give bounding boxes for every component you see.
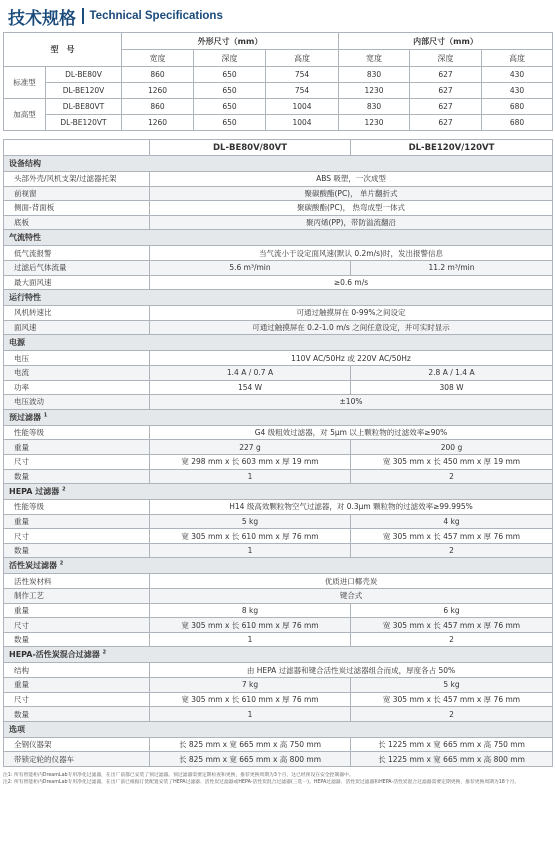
footnote-marker: 2 bbox=[102, 649, 107, 656]
spec-value-80: 宽 305 mm x 长 610 mm x 厚 76 mm bbox=[150, 692, 351, 707]
spec-label: 电压 bbox=[4, 351, 150, 366]
table-cell: 650 bbox=[194, 67, 266, 83]
spec-value: 优质进口椰壳炭 bbox=[150, 574, 553, 589]
spec-label: 性能等级 bbox=[4, 425, 150, 440]
table-cell: 627 bbox=[410, 67, 482, 83]
spec-value-80: 宽 305 mm x 长 610 mm x 厚 76 mm bbox=[150, 618, 351, 633]
spec-label: 最大面风速 bbox=[4, 275, 150, 290]
table-cell: 860 bbox=[122, 99, 194, 115]
spec-label: 尺寸 bbox=[4, 529, 150, 544]
spec-value-80: 宽 305 mm x 长 610 mm x 厚 76 mm bbox=[150, 529, 351, 544]
section-prefilter bbox=[4, 409, 553, 425]
table-cell: 627 bbox=[410, 99, 482, 115]
table-cell: 1230 bbox=[339, 83, 410, 99]
spec-value-80: 5 kg bbox=[150, 514, 351, 529]
spec-label: 带锁定轮的仪器车 bbox=[4, 752, 150, 767]
spec-value-80: 227 g bbox=[150, 440, 351, 455]
spec-label: 底板 bbox=[4, 215, 150, 230]
table-row bbox=[4, 83, 553, 99]
spec-label: 尺寸 bbox=[4, 692, 150, 707]
footnote-1: 注1: 所有智能柜内DreamLab专用净化过滤器，在出厂前都已安装了预过滤器。预过滤器需要定期检查和更换，推荐更换周期为3个月，这已经预设在安全控制器中。 bbox=[3, 773, 354, 778]
table-cell: 650 bbox=[194, 83, 266, 99]
spec-value-120: 2 bbox=[351, 469, 553, 484]
table-cell: 627 bbox=[410, 83, 482, 99]
footnotes bbox=[3, 772, 552, 786]
col-header-80: DL-BE80V/80VT bbox=[150, 140, 351, 156]
spec-label: 结构 bbox=[4, 663, 150, 678]
spec-value-120: 308 W bbox=[351, 380, 553, 395]
spec-value-80: 7 kg bbox=[150, 678, 351, 693]
spec-label: 电流 bbox=[4, 365, 150, 380]
spec-label: 性能等级 bbox=[4, 500, 150, 515]
spec-value: G4 级粗效过滤器，对 5μm 以上颗粒物的过滤效率≥90% bbox=[150, 425, 553, 440]
table-cell: 1230 bbox=[339, 115, 410, 131]
spec-value-120: 2 bbox=[351, 707, 553, 722]
spec-value-120: 长 1225 mm x 宽 665 mm x 高 750 mm bbox=[351, 737, 553, 752]
table-cell: 1004 bbox=[266, 99, 339, 115]
spec-value-80: 5.6 m³/min bbox=[150, 260, 351, 275]
spec-value-120: 宽 305 mm x 长 450 mm x 厚 19 mm bbox=[351, 454, 553, 469]
spec-label: 数量 bbox=[4, 469, 150, 484]
spec-corner bbox=[4, 140, 150, 156]
spec-value-120: 2.8 A / 1.4 A bbox=[351, 365, 553, 380]
model-cell: DL-BE80VT bbox=[46, 99, 122, 115]
spec-value-120: 2 bbox=[351, 543, 553, 558]
spec-label: 活性炭材料 bbox=[4, 574, 150, 589]
spec-label: 头部外壳/风机支架/过滤器托架 bbox=[4, 172, 150, 187]
section-airflow: 气流特性 bbox=[4, 230, 553, 246]
table-cell: 1260 bbox=[122, 115, 194, 131]
spec-value-80: 1.4 A / 0.7 A bbox=[150, 365, 351, 380]
section-hepa bbox=[4, 484, 553, 500]
spec-value: 110V AC/50Hz 或 220V AC/50Hz bbox=[150, 351, 553, 366]
page-subtitle: Technical Specifications bbox=[89, 10, 223, 22]
model-cell: DL-BE80V bbox=[46, 67, 122, 83]
page-header bbox=[0, 0, 555, 32]
spec-label: 数量 bbox=[4, 707, 150, 722]
table-cell: 680 bbox=[482, 99, 553, 115]
group-label: 加高型 bbox=[4, 99, 46, 131]
section-title: HEPA-活性炭混合过滤器 bbox=[9, 650, 100, 660]
footnote-marker: 2 bbox=[59, 560, 64, 567]
spec-value-80: 1 bbox=[150, 469, 351, 484]
inner-size-header: 内部尺寸（mm） bbox=[339, 33, 553, 50]
footnote-2: 注2: 所有智能柜内DreamLab专用净化过滤器，在出厂前已根据订货配置安装了HEPA过滤器、活性炭过滤器或HEPA-活性炭混合过滤器(三选一)。HEPA过滤器、活性炭过滤器和HEPA-活性炭混合过滤器需要定期更换，推荐更换周期为18个月。 bbox=[3, 780, 520, 785]
table-cell: 650 bbox=[194, 115, 266, 131]
outer-size-header: 外形尺寸（mm） bbox=[122, 33, 339, 50]
spec-label: 重量 bbox=[4, 514, 150, 529]
spec-value-120: 200 g bbox=[351, 440, 553, 455]
table-cell: 680 bbox=[482, 115, 553, 131]
section-title: 活性炭过滤器 bbox=[9, 561, 57, 571]
group-label: 标准型 bbox=[4, 67, 46, 99]
spec-value: 聚碳酸酯(PC)， 单片翻折式 bbox=[150, 186, 553, 201]
model-header: 型 号 bbox=[4, 33, 122, 67]
table-cell: 430 bbox=[482, 67, 553, 83]
table-cell: 650 bbox=[194, 99, 266, 115]
spec-value-80: 1 bbox=[150, 707, 351, 722]
spec-value-80: 154 W bbox=[150, 380, 351, 395]
spec-value: 键合式 bbox=[150, 589, 553, 604]
spec-value-120: 宽 305 mm x 长 457 mm x 厚 76 mm bbox=[351, 618, 553, 633]
spec-value: ±10% bbox=[150, 395, 553, 410]
model-cell: DL-BE120V bbox=[46, 83, 122, 99]
outer-depth-header: 深度 bbox=[194, 50, 266, 67]
outer-width-header: 宽度 bbox=[122, 50, 194, 67]
section-structure: 设备结构 bbox=[4, 156, 553, 172]
spec-label: 尺寸 bbox=[4, 618, 150, 633]
spec-value-120: 宽 305 mm x 长 457 mm x 厚 76 mm bbox=[351, 692, 553, 707]
spec-label: 重量 bbox=[4, 603, 150, 618]
table-cell: 830 bbox=[339, 67, 410, 83]
spec-value: H14 级高效颗粒物空气过滤器，对 0.3μm 颗粒物的过滤效率≥99.995% bbox=[150, 500, 553, 515]
page-title: 技术规格 bbox=[8, 8, 76, 29]
spec-label: 过滤后气体流量 bbox=[4, 260, 150, 275]
table-cell: 754 bbox=[266, 83, 339, 99]
spec-value-80: 1 bbox=[150, 632, 351, 647]
spec-value: 聚丙烯(PP)，带防溢流翻沿 bbox=[150, 215, 553, 230]
spec-label: 面风速 bbox=[4, 320, 150, 335]
section-options: 选项 bbox=[4, 721, 553, 737]
col-header-120: DL-BE120V/120VT bbox=[351, 140, 553, 156]
spec-label: 制作工艺 bbox=[4, 589, 150, 604]
outer-height-header: 高度 bbox=[266, 50, 339, 67]
spec-label: 数量 bbox=[4, 543, 150, 558]
spec-label: 风机转速比 bbox=[4, 306, 150, 321]
spec-value-80: 1 bbox=[150, 543, 351, 558]
spec-value: 可通过触摸屏在 0.2-1.0 m/s 之间任意设定，并可实时显示 bbox=[150, 320, 553, 335]
table-row bbox=[4, 99, 553, 115]
table-cell: 430 bbox=[482, 83, 553, 99]
spec-label: 尺寸 bbox=[4, 454, 150, 469]
spec-value-80: 8 kg bbox=[150, 603, 351, 618]
table-cell: 1004 bbox=[266, 115, 339, 131]
spec-label: 数量 bbox=[4, 632, 150, 647]
spec-label: 电压波动 bbox=[4, 395, 150, 410]
dimensions-table bbox=[3, 32, 553, 131]
spec-label: 重量 bbox=[4, 678, 150, 693]
spec-value-120: 2 bbox=[351, 632, 553, 647]
spec-label: 重量 bbox=[4, 440, 150, 455]
spec-value-120: 5 kg bbox=[351, 678, 553, 693]
inner-height-header: 高度 bbox=[482, 50, 553, 67]
spec-value: ≥0.6 m/s bbox=[150, 275, 553, 290]
spec-value-120: 6 kg bbox=[351, 603, 553, 618]
inner-width-header: 宽度 bbox=[339, 50, 410, 67]
spec-value: 可通过触摸屏在 0-99%之间设定 bbox=[150, 306, 553, 321]
spec-value-120: 长 1225 mm x 宽 665 mm x 高 800 mm bbox=[351, 752, 553, 767]
spec-value-120: 宽 305 mm x 长 457 mm x 厚 76 mm bbox=[351, 529, 553, 544]
footnote-marker: 1 bbox=[43, 412, 48, 419]
spec-value-80: 长 825 mm x 宽 665 mm x 高 750 mm bbox=[150, 737, 351, 752]
table-cell: 860 bbox=[122, 67, 194, 83]
spec-label: 侧面-背面板 bbox=[4, 201, 150, 216]
section-carbon bbox=[4, 558, 553, 574]
spec-value: ABS 吸塑，一次成型 bbox=[150, 172, 553, 187]
inner-depth-header: 深度 bbox=[410, 50, 482, 67]
spec-value: 由 HEPA 过滤器和键合活性炭过滤器组合而成，厚度各占 50% bbox=[150, 663, 553, 678]
model-cell: DL-BE120VT bbox=[46, 115, 122, 131]
table-row bbox=[4, 67, 553, 83]
section-title: 预过滤器 bbox=[9, 412, 41, 422]
spec-table bbox=[3, 139, 553, 767]
spec-value: 聚碳酸酯(PC)， 热弯成型一体式 bbox=[150, 201, 553, 216]
title-divider bbox=[82, 8, 84, 24]
spec-label: 全钢仪器架 bbox=[4, 737, 150, 752]
spec-value: 当气流小于设定面风速(默认 0.2m/s)时，发出报警信息 bbox=[150, 246, 553, 261]
footnote-marker: 2 bbox=[62, 486, 66, 493]
spec-value-120: 4 kg bbox=[351, 514, 553, 529]
table-cell: 830 bbox=[339, 99, 410, 115]
table-cell: 1260 bbox=[122, 83, 194, 99]
table-cell: 754 bbox=[266, 67, 339, 83]
table-row bbox=[4, 115, 553, 131]
spec-value-80: 宽 298 mm x 长 603 mm x 厚 19 mm bbox=[150, 454, 351, 469]
spec-value-80: 长 825 mm x 宽 665 mm x 高 800 mm bbox=[150, 752, 351, 767]
section-operation: 运行特性 bbox=[4, 290, 553, 306]
spec-value-120: 11.2 m³/min bbox=[351, 260, 553, 275]
table-cell: 627 bbox=[410, 115, 482, 131]
section-power: 电源 bbox=[4, 335, 553, 351]
section-title: HEPA 过滤器 bbox=[9, 487, 60, 497]
spec-label: 低气流报警 bbox=[4, 246, 150, 261]
spec-label: 前视窗 bbox=[4, 186, 150, 201]
spec-label: 功率 bbox=[4, 380, 150, 395]
section-hybrid bbox=[4, 647, 553, 663]
